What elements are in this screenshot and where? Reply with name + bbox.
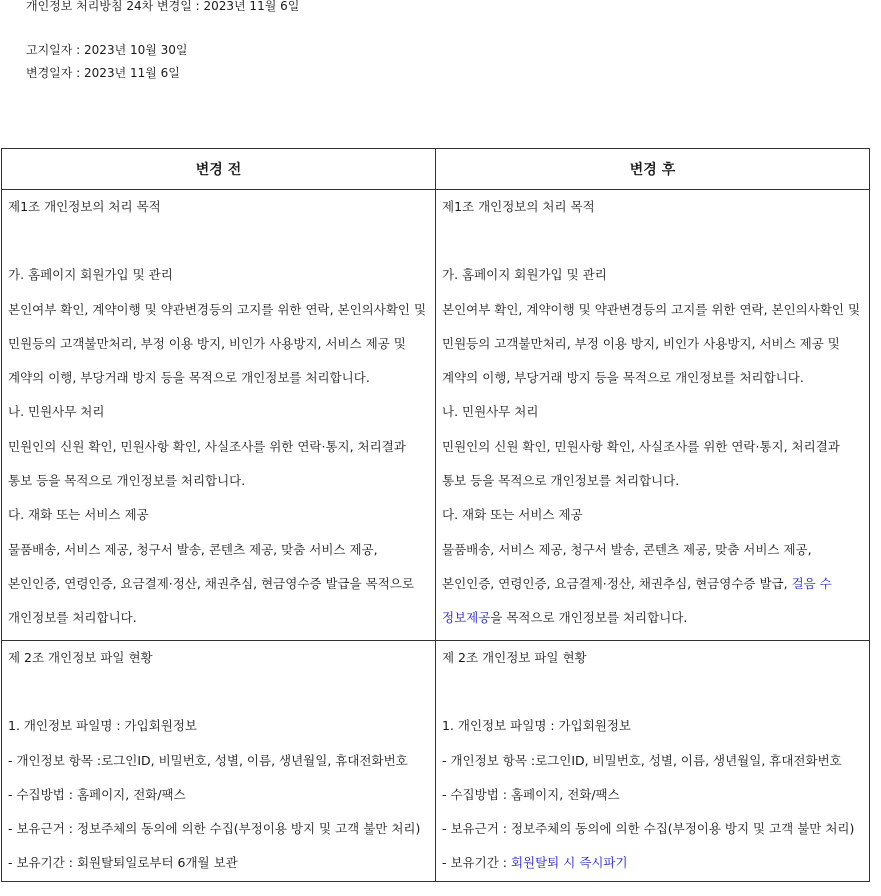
article-title: 제1조 개인정보의 처리 목적 (8, 199, 161, 214)
section-heading: 나. 민원사무 처리 (8, 404, 105, 420)
section-heading: 나. 민원사무 처리 (442, 404, 539, 420)
period-line: - 보유기간 : 회원탈퇴일로부터 6개월 보관 (8, 855, 238, 871)
article-title: 제 2조 개인정보 파일 현황 (8, 650, 153, 665)
period-line (442, 846, 863, 880)
section-heading: 가. 홈페이지 회원가입 및 관리 (8, 267, 173, 283)
section-body: 본인여부 확인, 계약이행 및 약관변경등의 고지를 위한 연락, 본인의사확인 및 민원등의 고객불만처리, 부정 이용 방지, 비인가 사용방지, 서비스 제공 및 계약의 이행, 부당거래 방지 등을 목적으로 개인정보를 처리합니다. (8, 301, 427, 386)
article-title: 제1조 개인정보의 처리 목적 (442, 199, 595, 214)
table-header-row (2, 149, 870, 190)
section-heading: 다. 재화 또는 서비스 제공 (442, 507, 583, 523)
body-text: 을 목적으로 개인정보를 처리합니다. (490, 610, 688, 626)
version-line: 개인정보 처리방침 24차 변경일 : 2023년 11월 6일 (26, 0, 300, 13)
table-row (2, 641, 870, 882)
section-body (442, 533, 863, 636)
items-line: - 개인정보 항목 :로그인ID, 비밀번호, 성별, 이름, 생년월일, 휴대전화번호 (442, 752, 842, 768)
method-line: - 수집방법 : 홈페이지, 전화/팩스 (8, 786, 186, 802)
section-body: 민원인의 신원 확인, 민원사항 확인, 사실조사를 위한 연락·통지, 처리결과 통보 등을 목적으로 개인정보를 처리합니다. (442, 438, 840, 489)
section-body: 민원인의 신원 확인, 민원사항 확인, 사실조사를 위한 연락·통지, 처리결과 통보 등을 목적으로 개인정보를 처리합니다. (8, 438, 406, 489)
changed-text-highlight: 회원탈퇴 시 즉시파기 (510, 855, 628, 871)
before-article2-cell (2, 641, 436, 882)
after-article2-cell (436, 641, 870, 882)
column-header-after: 변경 후 (436, 149, 870, 190)
notice-date: 고지일자 : 2023년 10월 30일 (26, 43, 188, 57)
basis-line: - 보유근거 : 정보주체의 동의에 의한 수집(부정이용 방지 및 고객 불만 처리) (442, 821, 855, 837)
changed-text-highlight: 걸음 수 정보제공 (442, 575, 832, 626)
basis-line: - 보유근거 : 정보주체의 동의에 의한 수집(부정이용 방지 및 고객 불만 처리) (8, 821, 421, 837)
comparison-table (1, 148, 870, 882)
section-body: 본인여부 확인, 계약이행 및 약관변경등의 고지를 위한 연락, 본인의사확인 및 민원등의 고객불만처리, 부정 이용 방지, 비인가 사용방지, 서비스 제공 및 계약의 이행, 부당거래 방지 등을 목적으로 개인정보를 처리합니다. (442, 301, 861, 386)
file-name-line: 1. 개인정보 파일명 : 가입회원정보 (442, 718, 632, 734)
body-text: 물품배송, 서비스 제공, 청구서 발송, 콘텐츠 제공, 맞춤 서비스 제공, 본인인증, 연령인증, 요금결제·정산, 채권추심, 현금영수증 발급, (442, 541, 812, 591)
before-article1-cell (2, 190, 436, 641)
article-title: 제 2조 개인정보 파일 현황 (442, 650, 587, 665)
method-line: - 수집방법 : 홈페이지, 전화/팩스 (442, 786, 620, 802)
section-body: 물품배송, 서비스 제공, 청구서 발송, 콘텐츠 제공, 맞춤 서비스 제공, 본인인증, 연령인증, 요금결제·정산, 채권추심, 현금영수증 발급을 목적으로 개인정보를 처리합니다. (8, 541, 414, 626)
section-heading: 가. 홈페이지 회원가입 및 관리 (442, 267, 607, 283)
after-article1-cell (436, 190, 870, 641)
column-header-before: 변경 전 (2, 149, 436, 190)
table-row (2, 190, 870, 641)
section-heading: 다. 재화 또는 서비스 제공 (8, 507, 149, 523)
items-line: - 개인정보 항목 :로그인ID, 비밀번호, 성별, 이름, 생년월일, 휴대전화번호 (8, 752, 408, 768)
body-text: - 보유기간 : (442, 855, 511, 871)
change-date: 변경일자 : 2023년 11월 6일 (26, 66, 180, 80)
file-name-line: 1. 개인정보 파일명 : 가입회원정보 (8, 718, 198, 734)
